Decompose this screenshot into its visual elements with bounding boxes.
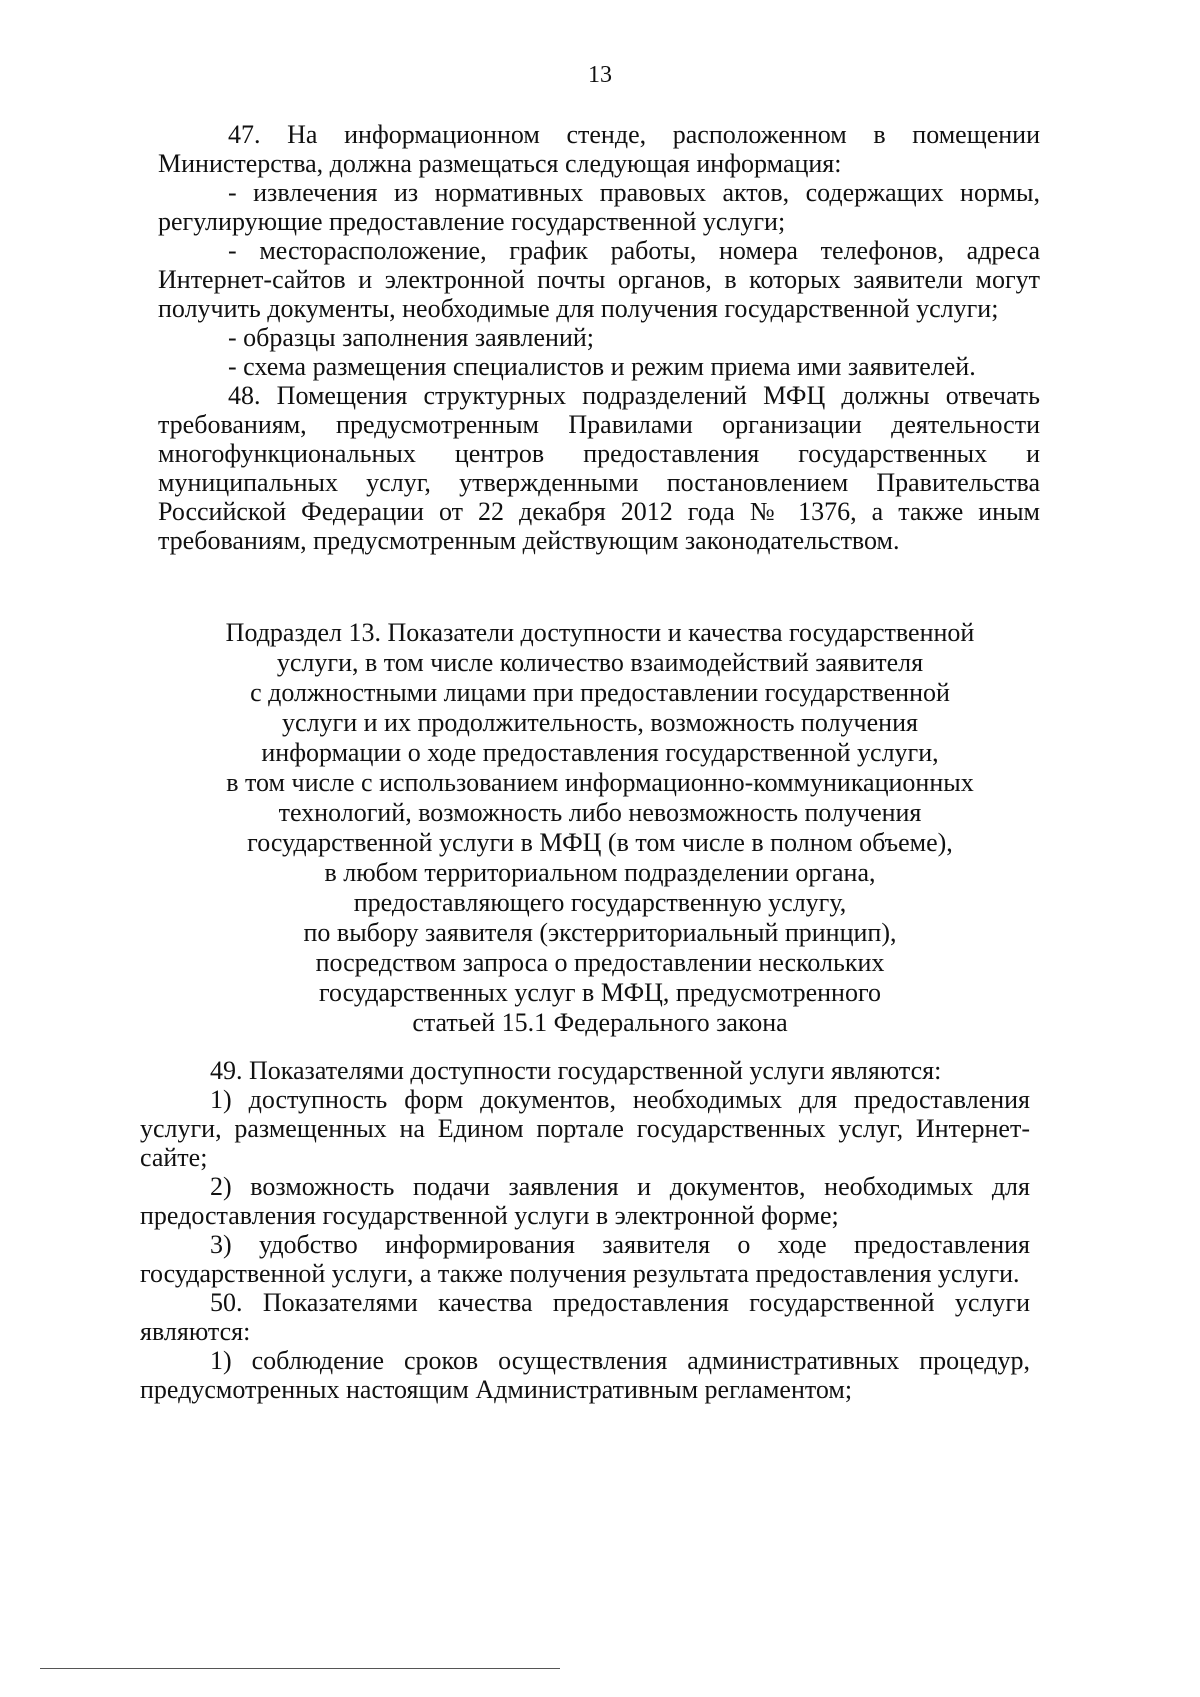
- heading-line: Подраздел 13. Показатели доступности и качества государственной: [225, 618, 975, 647]
- bottom-text-block: [140, 1056, 1030, 1404]
- list-item: 1) доступность форм документов, необходимых для предоставления услуги, размещенных на Едином портале государственных услуг, Интернет-сайте;: [140, 1085, 1030, 1172]
- heading-line: технологий, возможность либо невозможность получения: [278, 798, 922, 827]
- heading-line: посредством запроса о предоставлении нескольких: [315, 948, 885, 977]
- heading-line: услуги и их продолжительность, возможность получения: [282, 708, 918, 737]
- paragraph-47: 47. На информационном стенде, расположенном в помещении Министерства, должна размещаться следующая информация:: [158, 120, 1040, 178]
- heading-line: информации о ходе предоставления государственной услуги,: [261, 738, 939, 767]
- list-item: 1) соблюдение сроков осуществления административных процедур, предусмотренных настоящим Административным регламентом;: [140, 1346, 1030, 1404]
- heading-line: по выбору заявителя (экстерриториальный принцип),: [303, 918, 897, 947]
- paragraph-50: 50. Показателями качества предоставления государственной услуги являются:: [140, 1288, 1030, 1346]
- heading-line: в любом территориальном подразделении органа,: [324, 858, 876, 887]
- list-item: - извлечения из нормативных правовых актов, содержащих нормы, регулирующие предоставление государственной услуги;: [158, 178, 1040, 236]
- heading-line: в том числе с использованием информационно-коммуникационных: [226, 768, 974, 797]
- list-item: - месторасположение, график работы, номера телефонов, адреса Интернет-сайтов и электронной почты органов, в которых заявители могут получить документы, необходимые для получения государственной услуги;: [158, 236, 1040, 323]
- subsection-heading: [200, 618, 1000, 1038]
- paragraph-48: 48. Помещения структурных подразделений МФЦ должны отвечать требованиям, предусмотренным Правилами организации деятельности многофункциональных центров предоставления государственных и муниципальных услуг, утвержденными постановлением Правительства Российской Федерации от 22 декабря 2012 года № 1376, а также иным требованиям, предусмотренным действующим законодательством.: [158, 381, 1040, 555]
- heading-line: государственных услуг в МФЦ, предусмотренного: [319, 978, 881, 1007]
- heading-line: предоставляющего государственную услугу,: [353, 888, 847, 917]
- heading-line: государственной услуги в МФЦ (в том числе в полном объеме),: [247, 828, 953, 857]
- list-item: 2) возможность подачи заявления и документов, необходимых для предоставления государственной услуги в электронной форме;: [140, 1172, 1030, 1230]
- paragraph-49: 49. Показателями доступности государственной услуги являются:: [210, 1056, 942, 1085]
- heading-line: статьей 15.1 Федерального закона: [412, 1008, 788, 1037]
- list-item: 3) удобство информирования заявителя о ходе предоставления государственной услуги, а также получения результата предоставления услуги.: [140, 1230, 1030, 1288]
- list-item: - схема размещения специалистов и режим приема ими заявителей.: [228, 352, 976, 381]
- heading-line: с должностными лицами при предоставлении государственной: [250, 678, 950, 707]
- list-item: - образцы заполнения заявлений;: [228, 323, 595, 352]
- footer-divider: [40, 1668, 560, 1669]
- heading-line: услуги, в том числе количество взаимодействий заявителя: [276, 648, 924, 677]
- page-number: 13: [588, 62, 612, 88]
- top-text-block: [158, 120, 1040, 555]
